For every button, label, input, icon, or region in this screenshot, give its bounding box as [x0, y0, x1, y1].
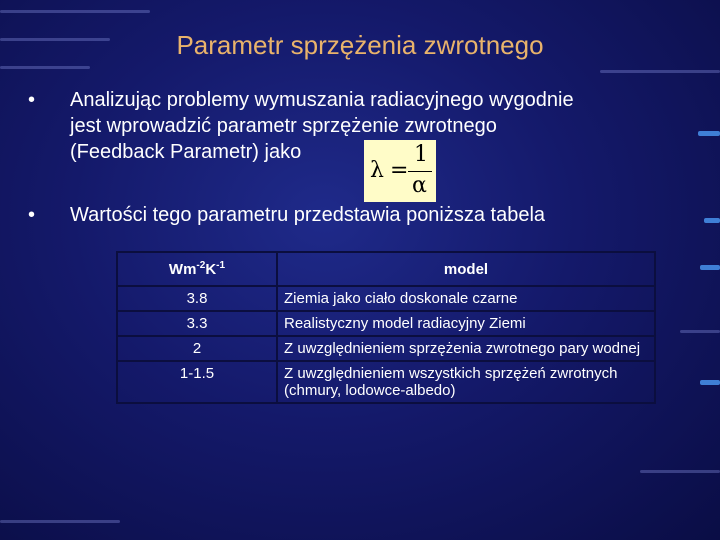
formula-lambda: λ [370, 158, 384, 183]
decor-streak [600, 70, 720, 73]
cell-value: 2 [117, 336, 277, 361]
column-header-unit [117, 252, 277, 286]
unit-exponent: -2 [196, 260, 206, 271]
bullet-line: Analizując problemy wymuszania radiacyjnego wygodnie [70, 89, 574, 111]
table-header-row [117, 252, 655, 286]
unit-exponent: -1 [216, 260, 226, 271]
decor-streak [0, 520, 120, 523]
slide-title: Parametr sprzężenia zwrotnego [176, 30, 544, 60]
feedback-formula [364, 140, 436, 202]
decor-streak [0, 66, 90, 69]
table-row [117, 286, 655, 311]
cell-model: Realistyczny model radiacyjny Ziemi [277, 311, 655, 336]
bullet-marker: • [28, 89, 36, 111]
cell-value: 3.8 [117, 286, 277, 311]
formula-fraction-bar [408, 171, 432, 172]
table-row [117, 336, 655, 361]
cell-value: 3.3 [117, 311, 277, 336]
decor-streak [0, 10, 150, 13]
decor-streak [704, 218, 720, 223]
decor-streak [680, 330, 720, 333]
table-row [117, 361, 655, 403]
table-row [117, 311, 655, 336]
bullet-line: Wartości tego parametru przedstawia poniższa tabela [70, 204, 546, 226]
unit-text: Wm [168, 261, 197, 278]
cell-model: Ziemia jako ciało doskonale czarne [277, 286, 655, 311]
unit-text: K [205, 261, 217, 278]
decor-streak [700, 265, 720, 270]
cell-model: Z uwzględnieniem sprzężenia zwrotnego pary wodnej [277, 336, 655, 361]
feedback-table [116, 251, 656, 404]
decor-streak [640, 470, 720, 473]
column-header-model: model [277, 252, 655, 286]
decor-streak [698, 131, 720, 136]
cell-value: 1-1.5 [117, 361, 277, 403]
formula-denominator: α [412, 173, 427, 198]
formula-numerator: 1 [414, 142, 428, 167]
bullet-line: jest wprowadzić parametr sprzężenie zwrotnego [70, 115, 497, 137]
decor-streak [700, 380, 720, 385]
cell-model: Z uwzględnieniem wszystkich sprzężeń zwrotnych (chmury, lodowce-albedo) [277, 361, 655, 403]
bullet-line: (Feedback Parametr) jako [70, 141, 302, 163]
bullet-marker: • [28, 204, 36, 226]
formula-equals: = [390, 158, 409, 183]
